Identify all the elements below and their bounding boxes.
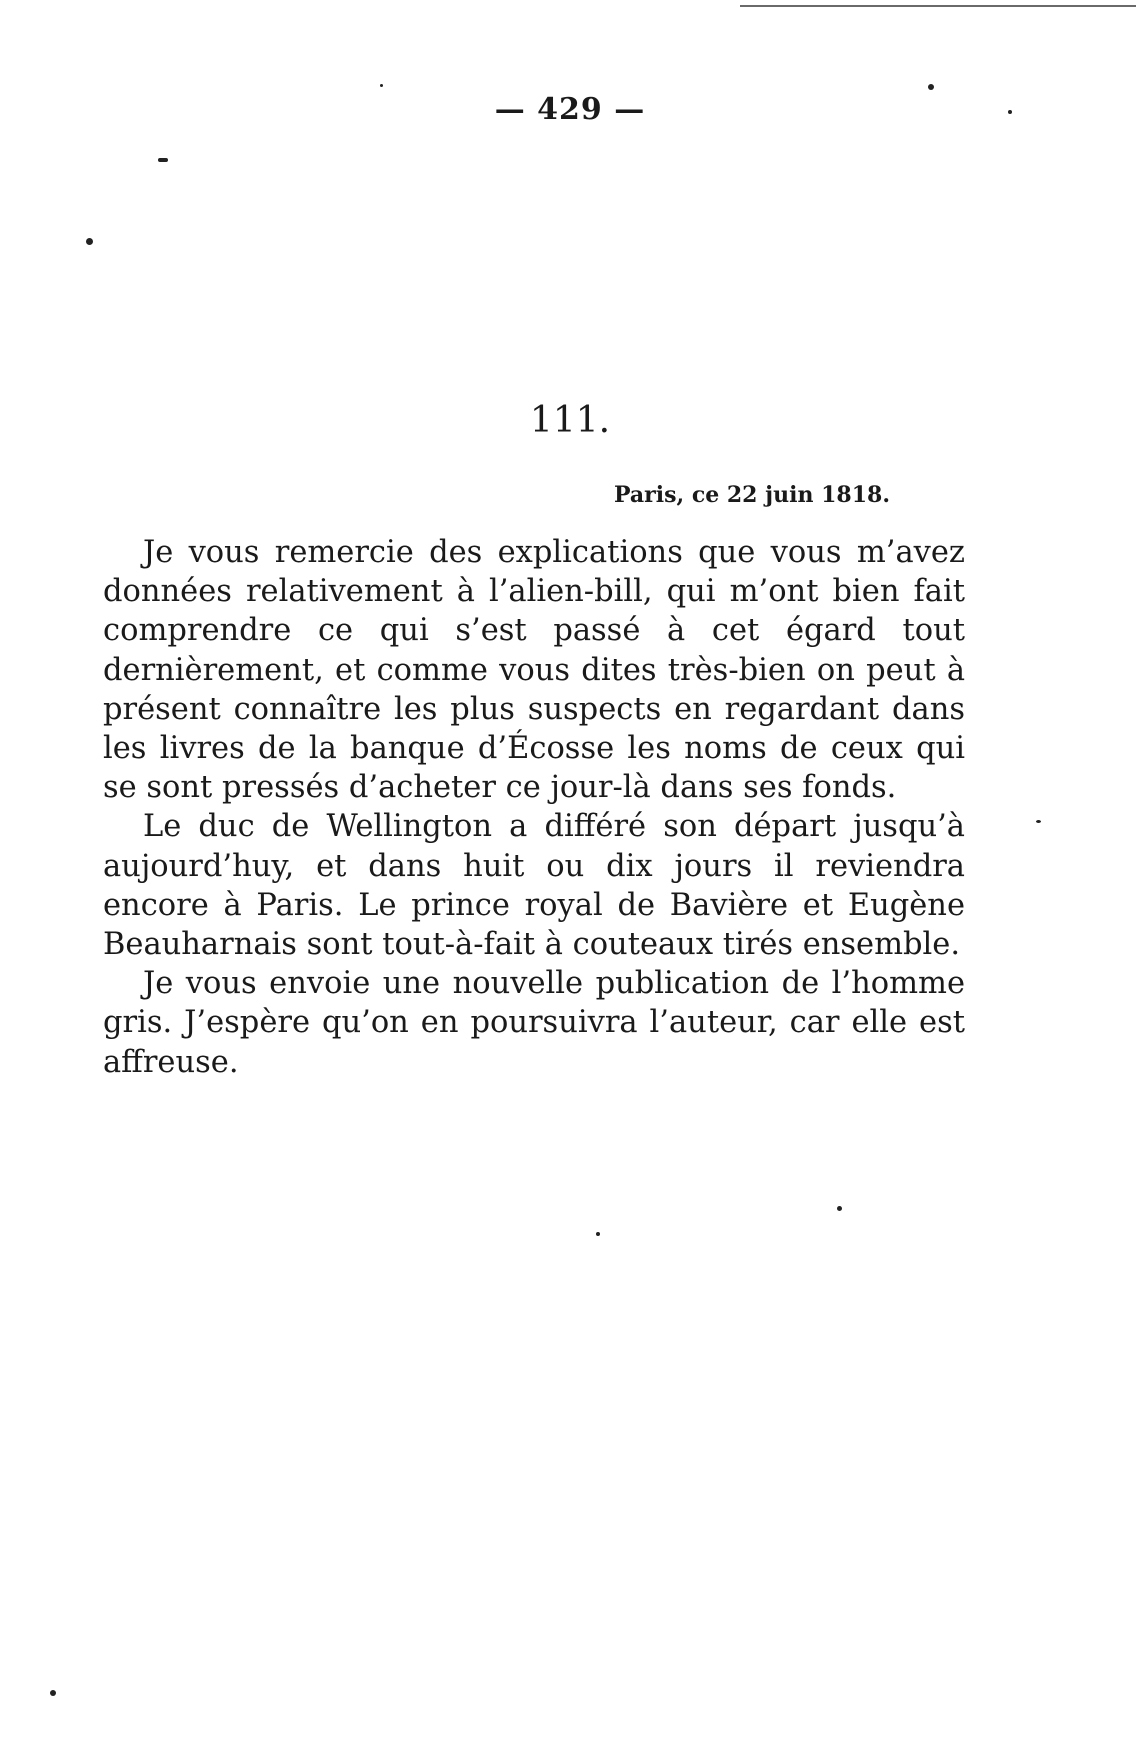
- scan-speck: [596, 1232, 600, 1236]
- paragraph: Je vous envoie une nouvelle publication de l’homme gris. J’espère qu’on en poursuivra l’auteur, car elle est affreuse.: [103, 966, 965, 1080]
- scan-speck: [1008, 110, 1012, 114]
- letter-body: [103, 533, 965, 1082]
- page-number: — 429 —: [494, 92, 646, 127]
- paragraph: Je vous remercie des explications que vous m’avez données relativement à l’alien-bill, qui m’ont bien fait comprendre ce qui s’est passé à cet égard tout dernièrement, et comme vous dites très-bien on peut à présent connaître les plus suspects en regardant dans les livres de la banque d’Écosse les noms de ceux qui se sont pressés d’acheter ce jour-là dans ses fonds.: [103, 535, 965, 806]
- letter-number: 111.: [529, 400, 611, 441]
- scan-speck: [158, 158, 168, 162]
- top-edge-rule: [740, 5, 1136, 7]
- scan-speck: [380, 84, 383, 87]
- scan-speck: [86, 238, 93, 245]
- paragraph: Le duc de Wellington a différé son départ jusqu’à aujourd’huy, et dans huit ou dix jours il reviendra encore à Paris. Le prince royal de Bavière et Eugène Beauharnais sont tout-à-fait à couteaux tirés ensemble.: [103, 809, 965, 963]
- scan-speck: [928, 84, 934, 90]
- dateline: Paris, ce 22 juin 1818.: [613, 482, 890, 508]
- scan-speck: [837, 1206, 842, 1211]
- scan-speck: [50, 1690, 56, 1696]
- scan-speck: [1036, 820, 1041, 823]
